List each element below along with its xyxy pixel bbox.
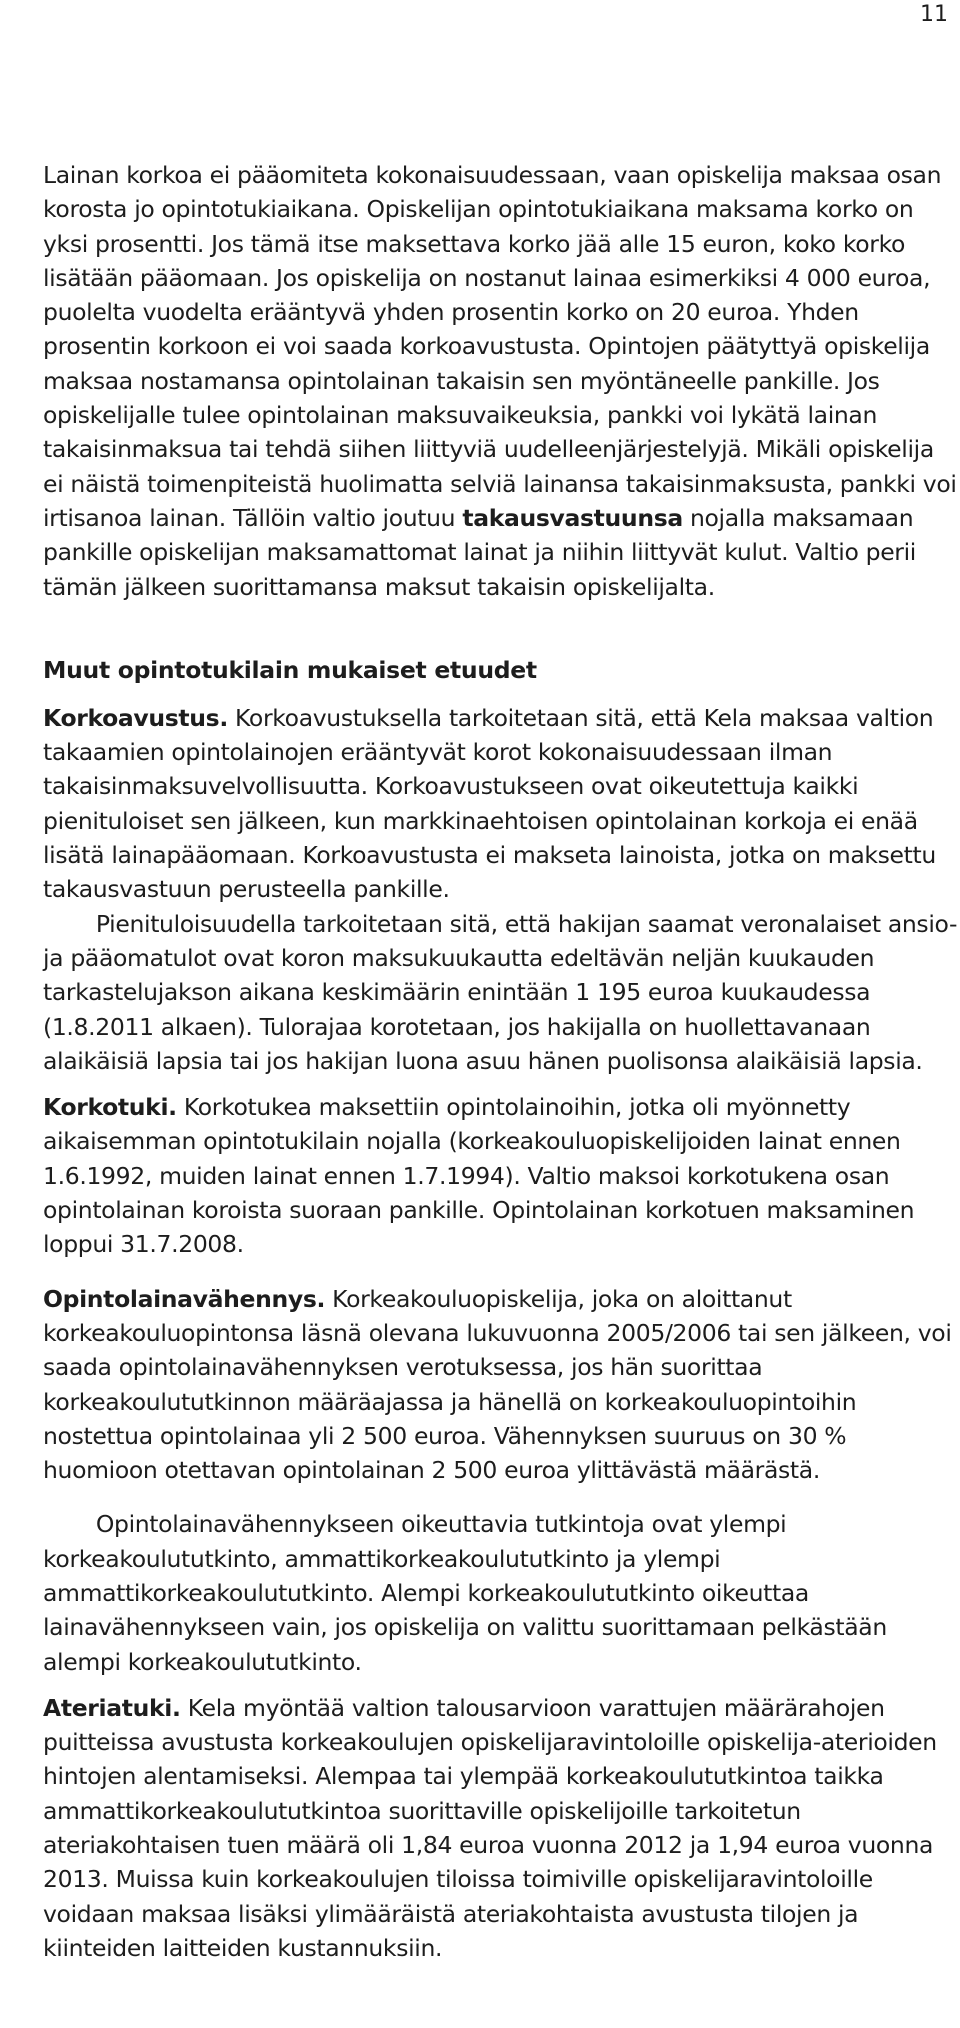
intro-bold-term: takausvastuunsa	[462, 503, 683, 532]
opintolainavahennys-paragraph	[43, 1282, 960, 1488]
opintolainavahennys-text: Korkeakouluopiskelija, joka on aloittanut korkeakouluopintonsa läsnä olevana lukuvuonna 2005/2006 tai sen jälkeen, voi saada opintolainavähennyksen verotuksessa, jos hän suorittaa korkeakoulututkinnon määräajassa ja hänellä on korkeakouluopintoihin nostettua opintolainaa yli 2 500 euroa. Vähennyksen suuruus on 30 % huomioon otettavan opintolainan 2 500 euroa ylittävästä määrästä.	[43, 1284, 952, 1485]
intro-paragraph	[43, 158, 960, 604]
ateriatuki-paragraph	[43, 1691, 960, 1965]
document-body	[43, 158, 960, 1965]
page-number: 11	[920, 2, 948, 27]
korkotuki-term: Korkotuki.	[43, 1093, 177, 1122]
korkoavustus-paragraph	[43, 701, 960, 907]
korkotuki-text: Korkotukea maksettiin opintolainoihin, jotka oli myönnetty aikaisemman opintotukilain nojalla (korkeakouluopiskelijoiden lainat ennen 1.6.1992, muiden lainat ennen 1.7.1994). Valtio maksoi korkotukena osan opintolainan koroista suoraan pankille. Opintolainan korkotuen maksaminen loppui 31.7.2008.	[43, 1093, 915, 1259]
intro-text-1: Lainan korkoa ei pääomiteta kokonaisuudessaan, vaan opiskelija maksaa osan korosta jo opintotukiaikana. Opiskelijan opintotukiaikana maksama korko on yksi prosentti. Jos tämä itse maksettava korko jää alle 15 euron, koko korko lisätään pääomaan. Jos opiskelija on nostanut lainaa esimerkiksi 4 000 euroa, puolelta vuodelta erääntyvä yhden prosentin korko on 20 euroa. Yhden prosentin korkoon ei voi saada korkoavustusta. Opintojen päätyttyä opiskelija maksaa nostamansa opintolainan takaisin sen myöntäneelle pankille. Jos opiskelijalle tulee opintolainan maksuvaikeuksia, pankki voi lykätä lainan takaisinmaksua tai tehdä siihen liittyviä uudelleenjärjestelyjä. Mikäli opiskelija ei näistä toimenpiteistä huolimatta selviä lainansa takaisinmaksusta, pankki voi irtisanoa lainan. Tällöin valtio joutuu	[43, 161, 957, 532]
ateriatuki-term: Ateriatuki.	[43, 1693, 181, 1722]
korkoavustus-term: Korkoavustus.	[43, 703, 228, 732]
ateriatuki-text: Kela myöntää valtion talousarvioon varattujen määrärahojen puitteissa avustusta korkeakoulujen opiskelijaravintoloille opiskelija-aterioiden hintojen alentamiseksi. Alempaa tai ylempää korkeakoulututkintoa taikka ammattikorkeakoulututkintoa suorittaville opiskelijoille tarkoitetun ateriakohtaisen tuen määrä oli 1,84 euroa vuonna 2012 ja 1,94 euroa vuonna 2013. Muissa kuin korkeakoulujen tiloissa toimiville opiskelijaravintoloille voidaan maksaa lisäksi ylimääräistä ateriakohtaista avustusta tilojen ja kiinteiden laitteiden kustannuksiin.	[43, 1693, 937, 1962]
pienituloisuus-paragraph: Pienituloisuudella tarkoitetaan sitä, että hakijan saamat veronalaiset ansio- ja pääomatulot ovat koron maksukuukautta edeltävän neljän kuukauden tarkastelujakson aikana keskimäärin enintään 1 195 euroa kuukaudessa (1.8.2011 alkaen). Tulorajaa korotetaan, jos hakijalla on huollettavanaan alaikäisiä lapsia tai jos hakijan luona asuu hänen puolisonsa alaikäisiä lapsia.	[43, 909, 958, 1075]
korkotuki-paragraph	[43, 1090, 960, 1261]
opintolainavahennys-term: Opintolainavähennys.	[43, 1284, 326, 1313]
section-heading: Muut opintotukilain mukaiset etuudet	[43, 655, 537, 684]
intro-text-2: nojalla maksamaan pankille opiskelijan maksamattomat lainat ja niihin liittyvät kulut. Valtio perii tämän jälkeen suorittamansa maksut takaisin opiskelijalta.	[43, 503, 916, 601]
opintolainavahennys-paragraph-2: Opintolainavähennykseen oikeuttavia tutkintoja ovat ylempi korkeakoulututkinto, ammattikorkeakoulututkinto ja ylempi ammattikorkeakoulututkinto. Alempi korkeakoulututkinto oikeuttaa lainavähennykseen vain, jos opiskelija on valittu suorittamaan pelkästään alempi korkeakoulututkinto.	[43, 1510, 887, 1676]
korkoavustus-text: Korkoavustuksella tarkoitetaan sitä, että Kela maksaa valtion takaamien opintolainojen erääntyvät korot kokonaisuudessaan ilman takaisinmaksuvelvollisuutta. Korkoavustukseen ovat oikeutettuja kaikki pienituloiset sen jälkeen, kun markkinaehtoisen opintolainan korkoja ei enää lisätä lainapääomaan. Korkoavustusta ei makseta lainoista, jotka on maksettu takausvastuun perusteella pankille.	[43, 703, 936, 904]
